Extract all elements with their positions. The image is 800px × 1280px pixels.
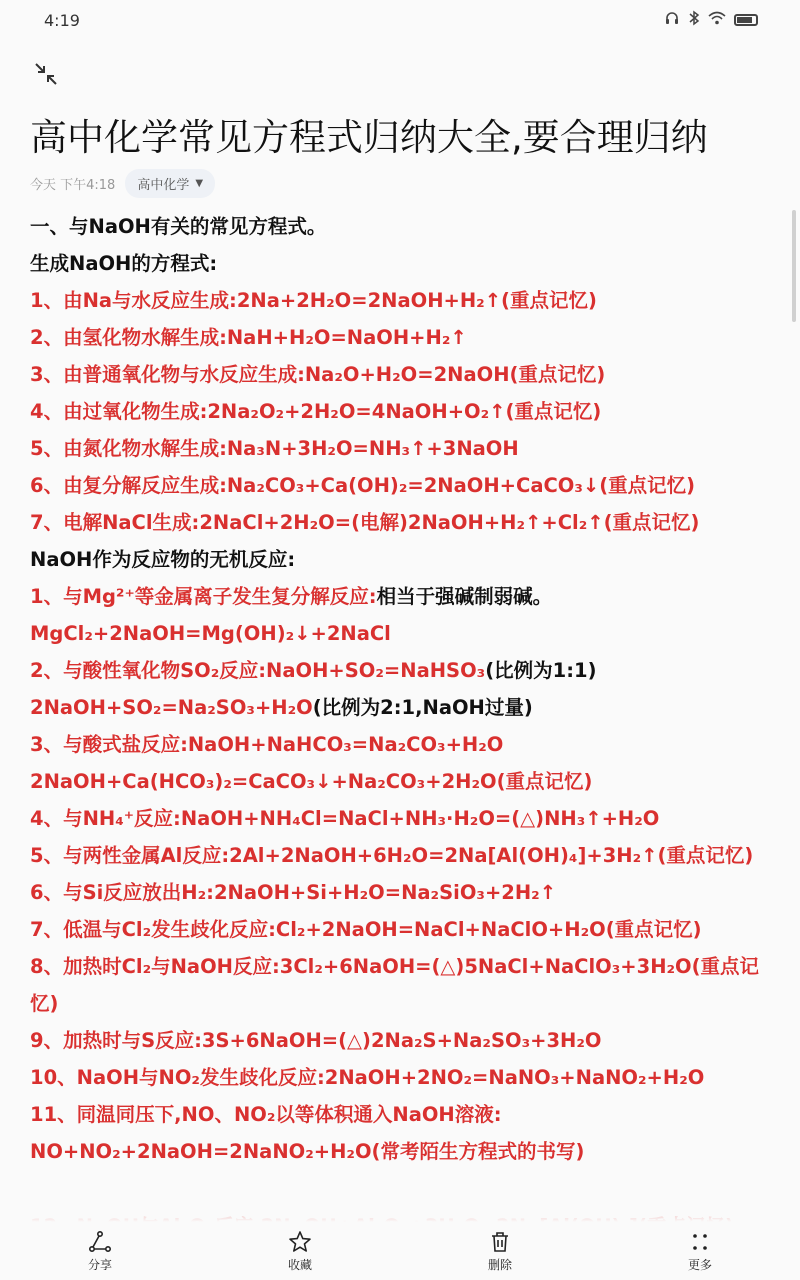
note-line (30, 800, 772, 837)
wifi-icon (708, 11, 726, 29)
note-line-text: 3、与酸式盐反应:NaOH+NaHCO₃=Na₂CO₃+H₂O (30, 733, 504, 756)
note-line-text: NaOH作为反应物的无机反应: (30, 548, 296, 571)
note-line (30, 504, 772, 541)
note-line (30, 948, 772, 1022)
share-button[interactable] (55, 1230, 145, 1273)
note-line (30, 393, 772, 430)
note-line-text: 生成NaOH的方程式: (30, 252, 218, 275)
favorite-button[interactable] (255, 1230, 345, 1273)
note-line-text-black: 相当于强碱制弱碱。 (376, 585, 553, 608)
note-line-text: 9、加热时与S反应:3S+6NaOH=(△)2Na₂S+Na₂SO₃+3H₂O (30, 1029, 602, 1052)
status-time: 4:19 (44, 10, 80, 30)
note-line-text: 7、电解NaCl生成:2NaCl+2H₂O=(电解)2NaOH+H₂↑+Cl₂↑(重点记忆) (30, 511, 700, 534)
note-line-text: 3、由普通氧化物与水反应生成:Na₂O+H₂O=2NaOH(重点记忆) (30, 363, 606, 386)
note-line (30, 541, 772, 578)
trash-icon (488, 1230, 512, 1254)
note-line (30, 763, 772, 800)
scrollbar[interactable] (792, 210, 796, 322)
headphones-icon (664, 10, 680, 30)
caret-down-icon: ▼ (195, 177, 204, 189)
more-dots-icon (688, 1230, 712, 1254)
note-line-text: NO+NO₂+2NaOH=2NaNO₂+H₂O(常考陌生方程式的书写) (30, 1140, 585, 1163)
note-line (30, 208, 772, 245)
note-line-text: 6、由复分解反应生成:Na₂CO₃+Ca(OH)₂=2NaOH+CaCO₃↓(重点记忆) (30, 474, 696, 497)
note-line-text: 6、与Si反应放出H₂:2NaOH+Si+H₂O=Na₂SiO₃+2H₂↑ (30, 881, 557, 904)
note-line-text: 1、由Na与水反应生成:2Na+2H₂O=2NaOH+H₂↑(重点记忆) (30, 289, 597, 312)
note-line (30, 689, 772, 726)
note-line (30, 282, 772, 319)
note-line (30, 1096, 772, 1133)
share-icon (88, 1230, 112, 1254)
note-line (30, 356, 772, 393)
note-line-text-red: 2、与酸性氧化物SO₂反应:NaOH+SO₂=NaHSO₃ (30, 659, 486, 682)
note-line-text-black: (比例为2:1,NaOH过量) (312, 696, 533, 719)
note-line (30, 652, 772, 689)
note-line-text: 一、与NaOH有关的常见方程式。 (30, 215, 327, 238)
favorite-label: 收藏 (287, 1257, 312, 1272)
note-line-text: 4、由过氧化物生成:2Na₂O₂+2H₂O=4NaOH+O₂↑(重点记忆) (30, 400, 602, 423)
note-line (30, 726, 772, 763)
note-body[interactable] (30, 208, 772, 1170)
collapse-icon (33, 61, 59, 87)
note-line-text-red: 1、与Mg²⁺等金属离子发生复分解反应: (30, 585, 377, 608)
category-tag[interactable] (125, 169, 215, 198)
delete-label: 删除 (487, 1257, 512, 1272)
note-line (30, 245, 772, 282)
bottom-fade (0, 1200, 800, 1222)
note-line-text: 10、NaOH与NO₂发生歧化反应:2NaOH+2NO₂=NaNO₃+NaNO₂+H₂O (30, 1066, 705, 1089)
note-line-text: 5、与两性金属Al反应:2Al+2NaOH+6H₂O=2Na[Al(OH)₄]+3H₂↑(重点记忆) (30, 844, 754, 867)
note-line (30, 1022, 772, 1059)
note-line (30, 1133, 772, 1170)
note-line (30, 615, 772, 652)
note-line (30, 578, 772, 615)
note-line (30, 911, 772, 948)
note-line-text: 11、同温同压下,NO、NO₂以等体积通入NaOH溶液: (30, 1103, 502, 1126)
note-line (30, 319, 772, 356)
bottom-toolbar (0, 1222, 800, 1280)
bluetooth-icon (688, 10, 700, 30)
note-line-text: 5、由氮化物水解生成:Na₃N+3H₂O=NH₃↑+3NaOH (30, 437, 519, 460)
note-line-text: 4、与NH₄⁺反应:NaOH+NH₄Cl=NaCl+NH₃·H₂O=(△)NH₃↑+H₂O (30, 807, 660, 830)
note-line (30, 837, 772, 874)
note-line-text-black: (比例为1:1) (485, 659, 597, 682)
note-line (30, 467, 772, 504)
note-line-text: 2、由氢化物水解生成:NaH+H₂O=NaOH+H₂↑ (30, 326, 467, 349)
note-line-text: 8、加热时Cl₂与NaOH反应:3Cl₂+6NaOH=(△)5NaCl+NaClO₃+3H₂O(重点记忆) (30, 955, 760, 1015)
star-icon (288, 1230, 312, 1254)
more-button[interactable] (655, 1230, 745, 1273)
note-date: 今天 下午4:18 (30, 177, 116, 193)
note-meta (30, 168, 215, 198)
note-line (30, 874, 772, 911)
note-line (30, 1059, 772, 1096)
note-line-text: 2NaOH+Ca(HCO₃)₂=CaCO₃↓+Na₂CO₃+2H₂O(重点记忆) (30, 770, 593, 793)
note-line-text: 7、低温与Cl₂发生歧化反应:Cl₂+2NaOH=NaCl+NaClO+H₂O(重点记忆) (30, 918, 702, 941)
share-label: 分享 (87, 1257, 112, 1272)
status-bar (0, 0, 800, 40)
note-title[interactable]: 高中化学常见方程式归纳大全,要合理归纳 (30, 116, 708, 159)
note-line (30, 430, 772, 467)
note-line-text: MgCl₂+2NaOH=Mg(OH)₂↓+2NaCl (30, 622, 391, 645)
category-label: 高中化学 (137, 177, 190, 193)
battery-icon (734, 14, 758, 26)
collapse-button[interactable] (30, 58, 62, 90)
delete-button[interactable] (455, 1230, 545, 1273)
more-label: 更多 (687, 1257, 712, 1272)
status-icons (664, 10, 758, 30)
note-line-text-red: 2NaOH+SO₂=Na₂SO₃+H₂O (30, 696, 313, 719)
